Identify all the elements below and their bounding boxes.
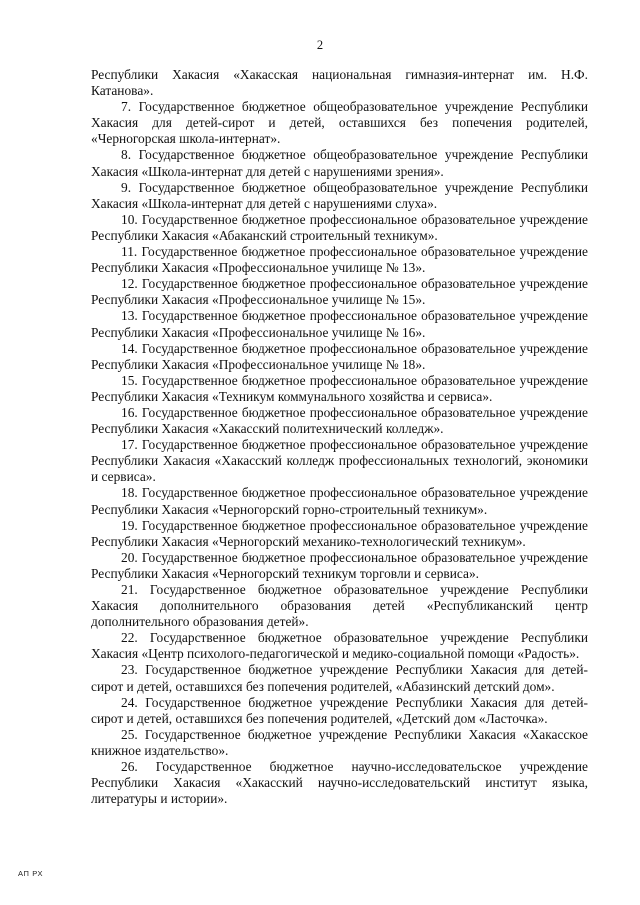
- list-item: 26. Государственное бюджетное научно-исследовательское учреждение Республики Хакасия «Хакасский научно-исследовательский институт языка, литературы и истории».: [91, 759, 588, 807]
- list-item: 10. Государственное бюджетное профессиональное образовательное учреждение Республики Хакасия «Абаканский строительный техникум».: [91, 211, 588, 243]
- list-item: 14. Государственное бюджетное профессиональное образовательное учреждение Республики Хакасия «Профессиональное училище № 18».: [91, 340, 588, 372]
- list-item: 11. Государственное бюджетное профессиональное образовательное учреждение Республики Хакасия «Профессиональное училище № 13».: [91, 244, 588, 276]
- list-item: 25. Государственное бюджетное учреждение Республики Хакасия «Хакасское книжное издательство».: [91, 726, 588, 758]
- list-item: 23. Государственное бюджетное учреждение Республики Хакасия для детей-сирот и детей, оставшихся без попечения родителей, «Абазинский детский дом».: [91, 662, 588, 694]
- list-item: 8. Государственное бюджетное общеобразовательное учреждение Республики Хакасия «Школа-интернат для детей с нарушениями зрения».: [91, 147, 588, 179]
- list-item: 16. Государственное бюджетное профессиональное образовательное учреждение Республики Хакасия «Хакасский политехнический колледж».: [91, 404, 588, 437]
- page-number: 2: [316, 38, 324, 52]
- list-item: 24. Государственное бюджетное учреждение Республики Хакасия для детей-сирот и детей, оставшихся без попечения родителей, «Детский дом «Ласточка».: [91, 694, 588, 726]
- paragraph-continuation: Республики Хакасия «Хакасская национальная гимназия-интернат им. Н.Ф. Катанова».: [91, 67, 588, 99]
- list-item: 13. Государственное бюджетное профессиональное образовательное учреждение Республики Хакасия «Профессиональное училище № 16».: [91, 308, 588, 340]
- list-item: 21. Государственное бюджетное образовательное учреждение Республики Хакасия дополнительного образования детей «Республиканский центр дополнительного образования детей».: [91, 582, 588, 630]
- list-item: 19. Государственное бюджетное профессиональное образовательное учреждение Республики Хакасия «Черногорский механико-технологический техникум».: [91, 517, 588, 549]
- list-item: 22. Государственное бюджетное образовательное учреждение Республики Хакасия «Центр психолого-педагогической и медико-социальной помощи «Радость».: [91, 630, 588, 662]
- list-item: 9. Государственное бюджетное общеобразовательное учреждение Республики Хакасия «Школа-интернат для детей с нарушениями слуха».: [91, 179, 588, 211]
- list-item: 7. Государственное бюджетное общеобразовательное учреждение Республики Хакасия для детей-сирот и детей, оставшихся без попечения родителей, «Черногорская школа-интернат».: [91, 99, 588, 147]
- footer-label: АП РХ: [18, 869, 44, 878]
- list-item: 15. Государственное бюджетное профессиональное образовательное учреждение Республики Хакасия «Техникум коммунального хозяйства и сервиса».: [91, 372, 588, 404]
- document-body: [91, 67, 588, 807]
- list-item: 17. Государственное бюджетное профессиональное образовательное учреждение Республики Хакасия «Хакасский колледж профессиональных технологий, экономики и сервиса».: [91, 437, 588, 485]
- list-item: 20. Государственное бюджетное профессиональное образовательное учреждение Республики Хакасия «Черногорский техникум торговли и сервиса».: [91, 549, 588, 581]
- list-item: 18. Государственное бюджетное профессиональное образовательное учреждение Республики Хакасия «Черногорский горно-строительный техникум».: [91, 485, 588, 517]
- list-item: 12. Государственное бюджетное профессиональное образовательное учреждение Республики Хакасия «Профессиональное училище № 15».: [91, 276, 588, 308]
